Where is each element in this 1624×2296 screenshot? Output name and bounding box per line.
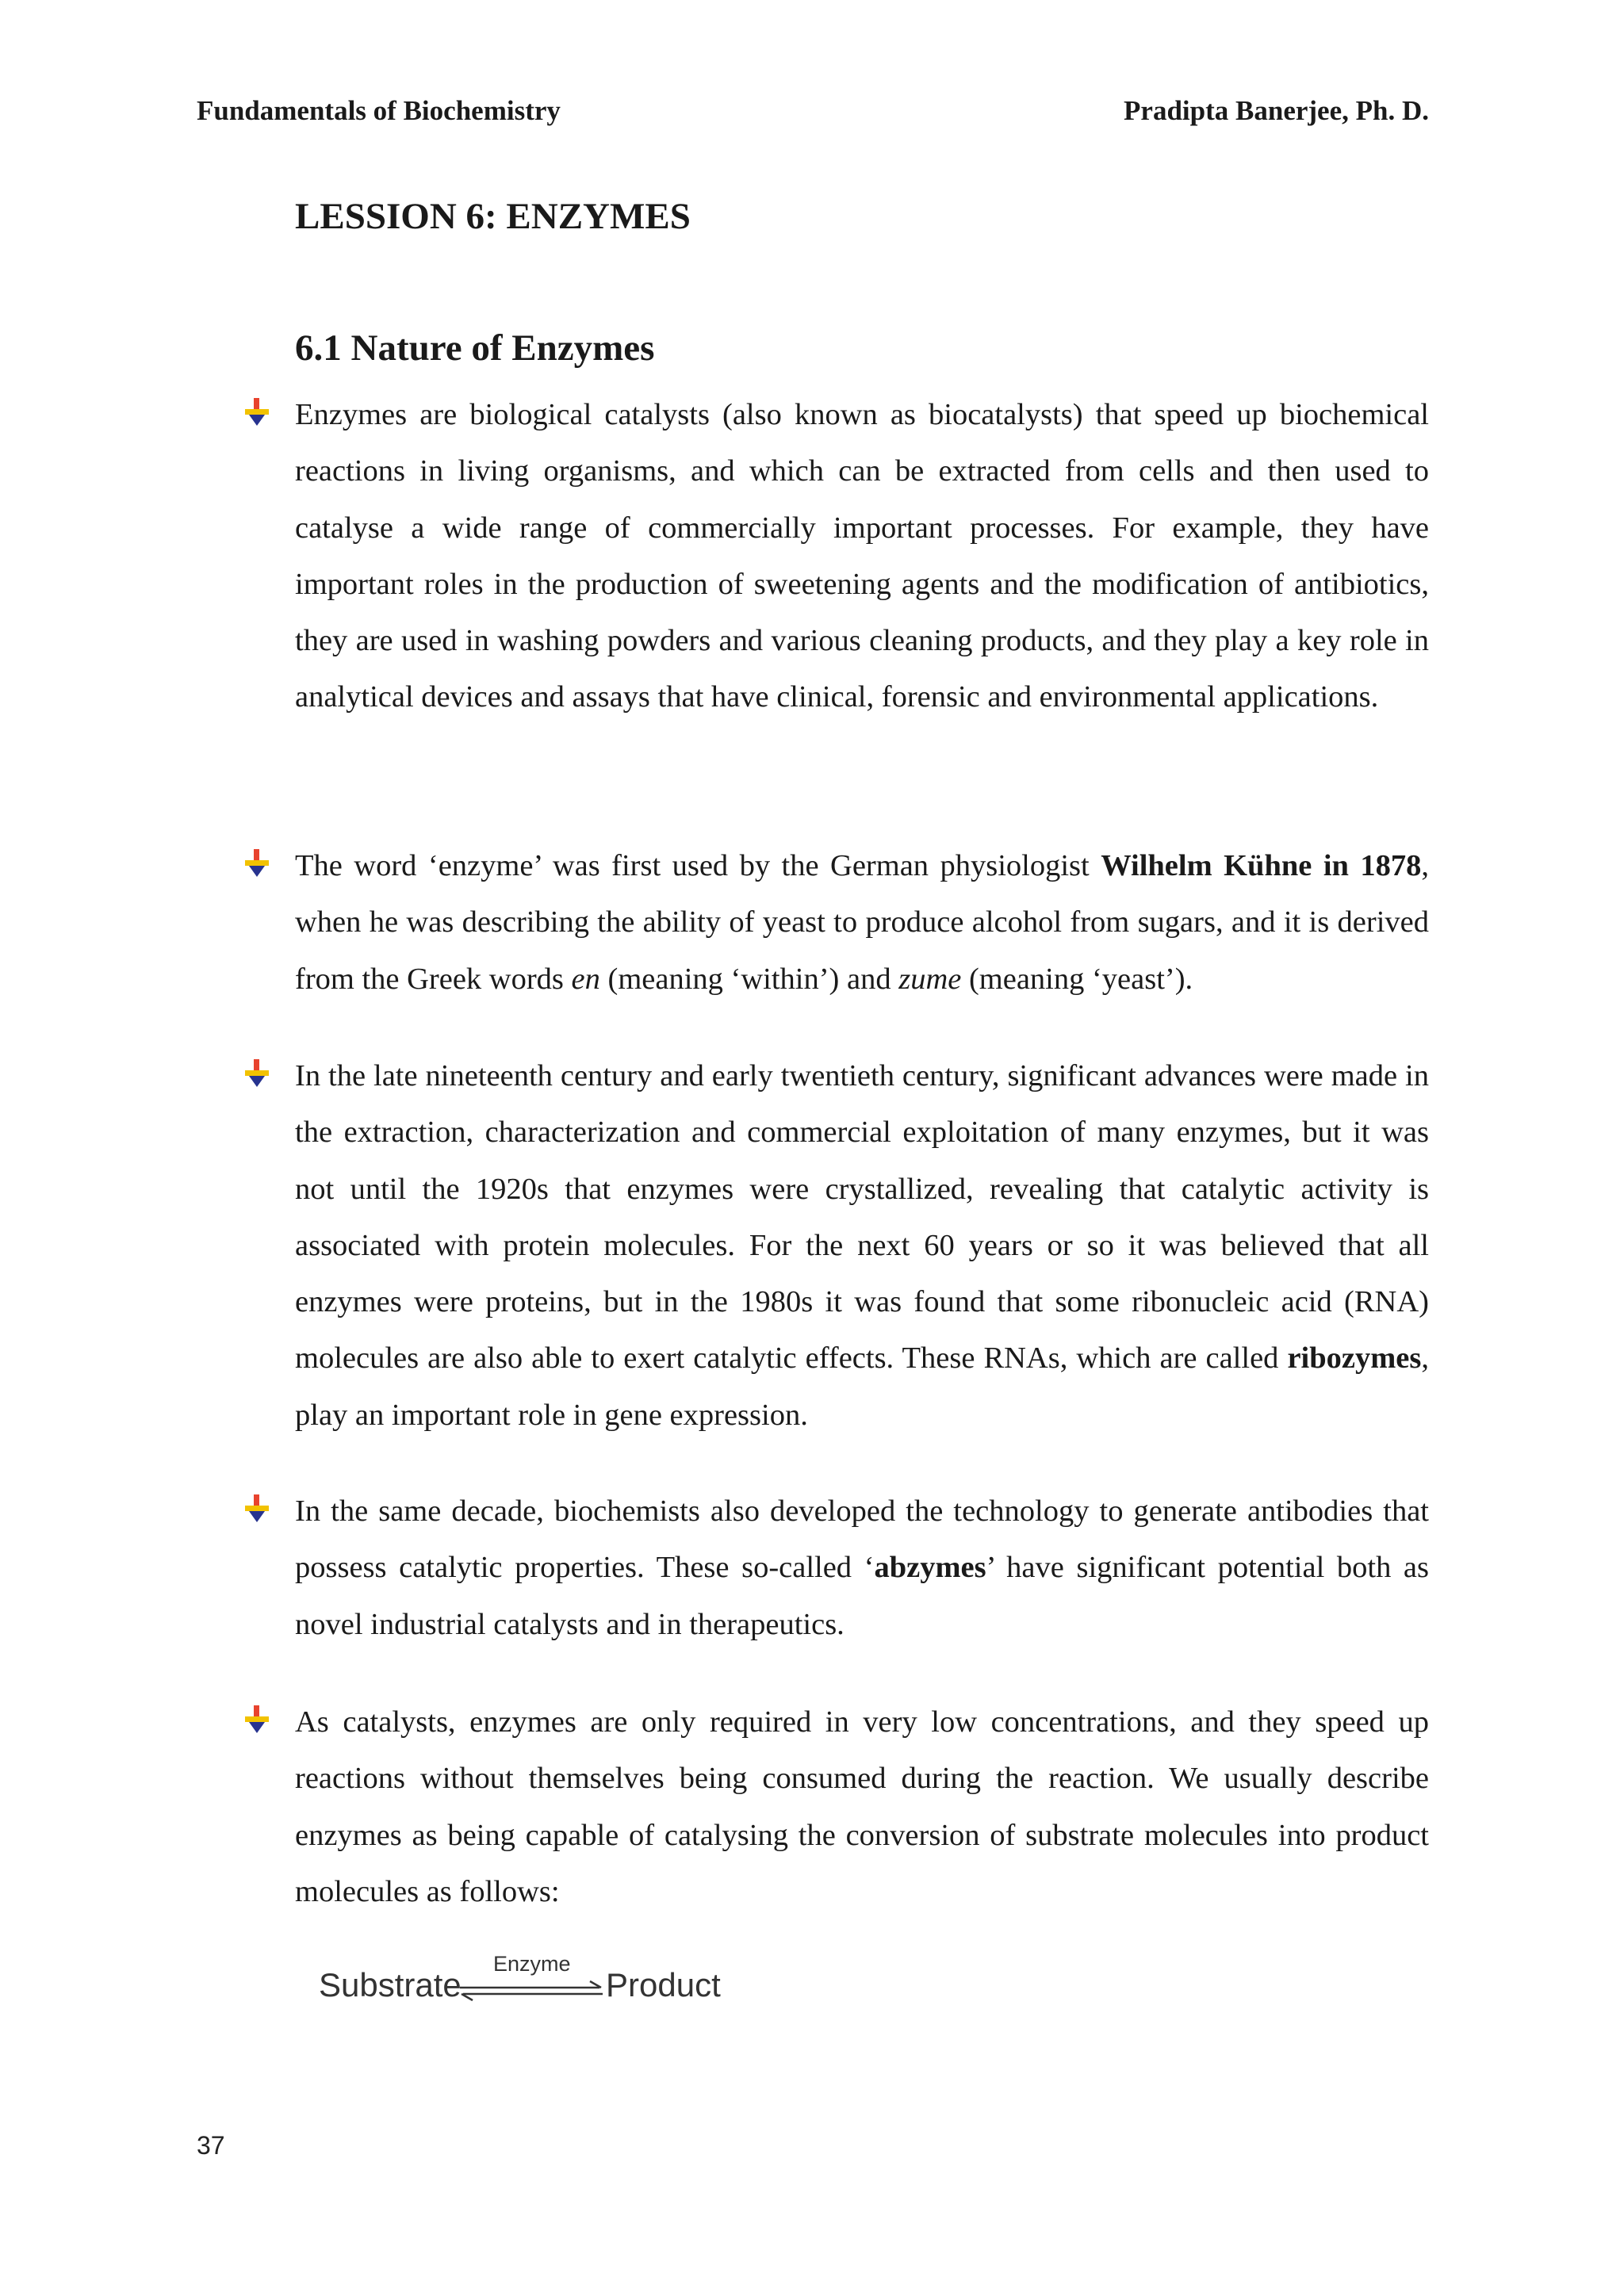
book-title: Fundamentals of Biochemistry	[197, 95, 561, 126]
plus-arrow-bullet-icon	[243, 1705, 271, 1734]
emphasis-ribozymes: ribozymes	[1287, 1341, 1422, 1376]
emphasis-abzymes: abzymes	[874, 1551, 986, 1585]
paragraph-history-ribozymes: In the late nineteenth century and early twentieth century, significant advances were made in the extraction, characterization and commercial exploitation of many enzymes, but it was not until the 1920s that enzymes were crystallized, revealing that catalytic activity is associated with protein molecules. For the next 60 years or so it was believed that all enzymes were proteins, but in the 1980s it was found that some ribonucleic acid (RNA) molecules are also able to exert catalytic effects. These RNAs, which are called ribozymes, play an important role in gene expression.	[295, 1059, 1429, 1432]
bullet-item	[243, 1048, 1429, 1444]
paragraph-word-origin: The word ‘enzyme’ was first used by the German physiologist Wilhelm Kühne in 1878, when he was describing the ability of yeast to produce alcohol from sugars, and it is derived from the Greek words en (meaning ‘within’) and zume (meaning ‘yeast’).	[295, 849, 1429, 996]
equation-enzyme-label: Enzyme	[493, 1952, 571, 1976]
equilibrium-arrow-icon	[458, 1979, 604, 2003]
plus-arrow-bullet-icon	[243, 1494, 271, 1523]
bullet-item	[243, 1483, 1429, 1653]
author-name: Pradipta Banerjee, Ph. D.	[1124, 95, 1429, 126]
paragraph-abzymes: In the same decade, biochemists also developed the technology to generate antibodies that possess catalytic properties. These so-called ‘abzymes’ have significant potential both as novel industrial catalysts and in therapeutics.	[295, 1494, 1429, 1641]
greek-zume: zume	[898, 962, 962, 996]
lesson-title: LESSION 6: ENZYMES	[295, 196, 691, 237]
section-title: 6.1 Nature of Enzymes	[295, 327, 655, 369]
equation-product: Product	[606, 1966, 721, 2003]
bullet-item	[243, 838, 1429, 1008]
paragraph-enzymes-definition: Enzymes are biological catalysts (also known as biocatalysts) that speed up biochemical reactions in living organisms, and which can be extracted from cells and then used to catalyse a wide range of commercially important processes. For example, they have important roles in the production of sweetening agents and the modification of antibiotics, they are used in washing powders and various cleaning products, and they play a key role in analytical devices and assays that have clinical, forensic and environmental applications.	[295, 398, 1429, 714]
emphasis-kuhne: Wilhelm Kühne in 1878	[1101, 849, 1422, 882]
plus-arrow-bullet-icon	[243, 849, 271, 878]
page-number: 37	[197, 2131, 225, 2160]
plus-arrow-bullet-icon	[243, 398, 271, 427]
greek-en: en	[571, 962, 600, 996]
bullet-item	[243, 387, 1429, 726]
reaction-equation	[319, 1944, 731, 2015]
equation-substrate: Substrate	[319, 1966, 462, 2003]
page-header	[197, 95, 1429, 135]
paragraph-catalysts: As catalysts, enzymes are only required in very low concentrations, and they speed up reactions without themselves being consumed during the reaction. We usually describe enzymes as being capable of catalysing the conversion of substrate molecules into product molecules as follows:	[295, 1705, 1429, 1908]
bullet-item	[243, 1694, 1429, 1920]
plus-arrow-bullet-icon	[243, 1059, 271, 1088]
